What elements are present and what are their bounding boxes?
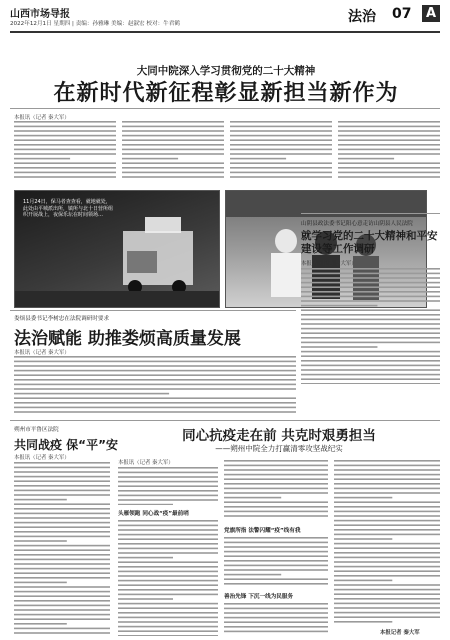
text-line: [118, 538, 218, 540]
text-line: [14, 476, 110, 478]
text-line: [14, 370, 296, 372]
text-line: [14, 167, 116, 169]
text-line: [118, 561, 218, 563]
text-line: [14, 582, 67, 584]
text-line: [334, 612, 440, 614]
text-line: [14, 158, 70, 160]
text-line: [14, 162, 116, 164]
text-line: [122, 149, 224, 151]
text-line: [301, 309, 440, 311]
checkpoint-scene: [15, 191, 219, 307]
text-line: [334, 603, 440, 605]
text-line: [14, 623, 67, 625]
text-line: [118, 485, 218, 487]
text-line: [118, 635, 218, 636]
text-line: [14, 135, 116, 137]
right-story-body: [301, 266, 440, 384]
text-line: [118, 529, 218, 531]
text-line: [118, 575, 218, 577]
text-line: [14, 379, 296, 381]
text-line: [14, 595, 110, 597]
text-line: [224, 555, 328, 557]
text-line: [118, 534, 218, 536]
text-line: [301, 286, 440, 288]
text-line: [118, 543, 218, 545]
text-line: [14, 149, 116, 151]
text-line: [118, 467, 218, 469]
text-line: [338, 126, 440, 128]
lower-main-title: 同心抗疫走在前 共克时艰勇担当: [182, 428, 376, 444]
text-line: [301, 277, 440, 279]
text-line: [14, 153, 116, 155]
right-story-kicker: 山阴县政法委书记阳心意走访山阴县人民法院: [301, 221, 413, 227]
text-line: [14, 356, 296, 358]
text-line: [334, 511, 440, 513]
text-line: [118, 504, 173, 505]
text-line: [224, 506, 328, 508]
text-line: [224, 515, 328, 517]
text-line: [14, 572, 110, 574]
text-line: [334, 478, 440, 480]
text-line: [334, 584, 440, 586]
right-story-byline: 本报讯（记者 秦大军）: [301, 261, 357, 267]
lower-main-subhead-1: 头雁领跑 同心战“疫”最前哨: [118, 511, 189, 517]
text-line: [14, 614, 110, 616]
lead-kicker: 大同中院深入学习贯彻党的二十大精神: [136, 65, 316, 77]
lower-main-body-d: [224, 535, 328, 587]
text-line: [334, 492, 440, 494]
text-line: [14, 407, 296, 409]
text-line: [334, 593, 440, 595]
text-line: [301, 355, 440, 357]
text-line: [301, 273, 440, 275]
text-line: [224, 460, 328, 462]
text-line: [122, 135, 224, 137]
text-line: [338, 121, 440, 123]
text-line: [230, 126, 332, 128]
lower-main-body-c: [224, 458, 328, 520]
checkpoint-photo: [14, 190, 220, 308]
text-line: [301, 374, 440, 376]
text-line: [122, 126, 224, 128]
text-line: [14, 388, 296, 390]
text-line: [14, 600, 110, 602]
masthead-rule: [10, 31, 440, 33]
text-line: [334, 570, 440, 572]
text-line: [334, 497, 392, 499]
text-line: [230, 176, 332, 178]
text-line: [14, 609, 110, 611]
lower-main-byline: 本报讯（记者 秦大军）: [118, 460, 174, 466]
text-line: [224, 565, 328, 567]
text-line: [14, 402, 296, 404]
text-line: [224, 497, 281, 499]
page-number: 07: [392, 6, 412, 22]
text-line: [14, 536, 110, 538]
text-line: [334, 534, 440, 536]
text-line: [118, 617, 218, 619]
text-line: [301, 328, 440, 330]
text-line: [334, 501, 440, 503]
text-line: [338, 135, 440, 137]
text-line: [230, 158, 286, 160]
text-line: [301, 369, 440, 371]
text-line: [230, 149, 332, 151]
text-line: [14, 632, 110, 634]
text-line: [118, 472, 218, 474]
text-line: [118, 525, 218, 527]
text-line: [301, 365, 440, 367]
text-line: [224, 511, 328, 513]
text-line: [122, 167, 224, 169]
text-line: [14, 374, 296, 376]
mid-story-byline: 本报讯（记者 秦大军）: [14, 350, 70, 356]
text-line: [334, 552, 440, 554]
text-line: [122, 153, 224, 155]
text-line: [118, 598, 173, 600]
text-line: [224, 617, 328, 619]
text-line: [118, 495, 218, 497]
text-line: [14, 549, 110, 551]
text-line: [14, 121, 116, 123]
text-line: [224, 492, 328, 494]
text-line: [301, 332, 440, 334]
text-line: [122, 158, 178, 160]
right-story-rule: [301, 213, 440, 214]
mid-story-body: [14, 354, 296, 414]
text-line: [334, 566, 440, 568]
text-line: [118, 626, 218, 628]
text-line: [338, 176, 440, 178]
text-line: [14, 144, 116, 146]
text-line: [301, 319, 440, 321]
text-line: [118, 571, 218, 573]
lower-left-title: 共同战疫 保“平”安: [14, 438, 118, 452]
text-line: [224, 474, 328, 476]
text-line: [14, 540, 67, 542]
lower-main-credit: 本报记者 秦大军: [380, 630, 420, 636]
text-line: [334, 580, 392, 582]
lower-main-body-f: [334, 458, 440, 624]
text-line: [301, 268, 440, 270]
text-line: [230, 162, 332, 164]
issue-line: 2022年12月1日 星期四 | 责编：孙雅琳 美编：赵淑宏 校对：牛君鹤: [10, 21, 180, 27]
text-line: [301, 282, 440, 284]
text-line: [334, 575, 440, 577]
text-line: [224, 603, 328, 605]
text-line: [224, 465, 328, 467]
text-line: [14, 513, 110, 515]
text-line: [334, 607, 440, 609]
text-line: [14, 591, 110, 593]
text-line: [334, 483, 440, 485]
text-line: [301, 305, 377, 307]
text-line: [224, 569, 328, 571]
text-line: [118, 603, 218, 605]
text-line: [338, 153, 440, 155]
text-line: [334, 616, 440, 618]
text-line: [118, 584, 218, 586]
text-line: [224, 626, 328, 628]
text-line: [301, 378, 440, 380]
text-line: [118, 552, 218, 554]
right-story-title: 就学习党的二十大精神和平安建设等工作调研: [301, 230, 438, 255]
text-line: [224, 608, 328, 610]
text-line: [301, 300, 440, 302]
text-line: [14, 563, 110, 565]
text-line: [118, 630, 218, 632]
text-line: [14, 618, 110, 620]
text-line: [224, 537, 328, 539]
text-line: [118, 499, 218, 501]
text-line: [14, 462, 110, 464]
text-line: [122, 130, 224, 132]
text-line: [334, 465, 440, 467]
text-line: [14, 494, 110, 496]
text-line: [14, 545, 110, 547]
text-line: [14, 361, 296, 363]
text-line: [224, 631, 328, 633]
text-line: [301, 314, 440, 316]
text-line: [224, 478, 328, 480]
text-line: [334, 474, 440, 476]
text-line: [14, 568, 110, 570]
text-line: [14, 393, 169, 395]
text-line: [118, 607, 218, 609]
text-line: [14, 490, 110, 492]
text-line: [14, 517, 110, 519]
text-line: [14, 126, 116, 128]
text-line: [122, 162, 224, 164]
text-line: [301, 351, 440, 353]
text-line: [14, 508, 110, 510]
text-line: [334, 488, 440, 490]
text-line: [14, 130, 116, 132]
text-line: [338, 149, 440, 151]
lower-left-byline: 本报讯（记者 秦大军）: [14, 455, 70, 461]
text-line: [14, 577, 110, 579]
text-line: [14, 467, 110, 469]
text-line: [14, 139, 116, 141]
lower-left-kicker: 朔州市平鲁区法院: [14, 427, 59, 433]
text-line: [230, 153, 332, 155]
text-line: [118, 557, 173, 559]
text-line: [334, 469, 440, 471]
text-line: [14, 522, 110, 524]
text-line: [14, 365, 296, 367]
text-line: [224, 469, 328, 471]
text-line: [230, 172, 332, 174]
text-line: [301, 296, 440, 298]
text-line: [338, 139, 440, 141]
text-line: [122, 176, 224, 178]
text-line: [334, 598, 440, 600]
text-line: [230, 167, 332, 169]
text-line: [14, 554, 110, 556]
text-line: [118, 566, 218, 568]
text-line: [14, 503, 110, 505]
text-line: [224, 501, 328, 503]
mid-story-kicker: 娄烦县委书记李树忠在法院调研时要求: [14, 316, 110, 322]
text-line: [230, 130, 332, 132]
lower-main-body-e: [224, 601, 328, 636]
text-line: [118, 490, 218, 492]
text-line: [338, 172, 440, 174]
text-line: [14, 485, 110, 487]
text-line: [118, 580, 218, 582]
section-name: 法治: [348, 9, 376, 25]
text-line: [122, 121, 224, 123]
text-line: [14, 471, 110, 473]
text-line: [334, 529, 440, 531]
text-line: [118, 589, 218, 591]
text-line: [301, 323, 440, 325]
text-line: [338, 167, 440, 169]
text-line: [122, 144, 224, 146]
text-line: [14, 531, 110, 533]
text-line: [14, 397, 296, 399]
text-line: [301, 346, 377, 348]
lower-left-body: [14, 460, 110, 636]
lead-byline: 本报讯（记者 秦大军）: [14, 115, 70, 121]
text-line: [230, 144, 332, 146]
text-line: [230, 135, 332, 137]
paper-name: 山西市场导报: [10, 9, 70, 20]
text-line: [334, 460, 440, 462]
mid-story-title: 法治赋能 助推娄烦高质量发展: [14, 329, 241, 349]
text-line: [334, 515, 440, 517]
text-line: [14, 559, 110, 561]
text-line: [118, 612, 218, 614]
text-line: [224, 621, 328, 623]
text-line: [334, 506, 440, 508]
text-line: [14, 172, 116, 174]
text-line: [224, 560, 328, 562]
lead-body-text: [14, 119, 440, 181]
text-line: [118, 520, 218, 522]
text-line: [338, 162, 440, 164]
text-line: [118, 594, 218, 596]
text-line: [224, 574, 281, 576]
mid-story-rule: [10, 310, 296, 311]
text-line: [230, 121, 332, 123]
text-line: [118, 476, 218, 478]
text-line: [14, 176, 116, 178]
text-line: [14, 628, 110, 630]
text-line: [224, 546, 328, 548]
text-line: [338, 158, 394, 160]
text-line: [334, 547, 440, 549]
text-line: [334, 561, 440, 563]
text-line: [224, 542, 328, 544]
text-line: [338, 144, 440, 146]
lower-rule: [10, 420, 440, 421]
text-line: [334, 557, 440, 559]
lower-main-subhead-2: 党旗所指 法警闪耀“疫”线有我: [224, 528, 301, 534]
text-line: [14, 526, 110, 528]
text-line: [14, 411, 296, 413]
text-line: [301, 291, 440, 293]
text-line: [122, 172, 224, 174]
photo-caption: 11月24日，保马者查查看，就地就处，此处由平城派出所，镇所与北十日营所组织开展战上，夜保乐坛在时间领场…: [23, 199, 114, 218]
text-line: [230, 139, 332, 141]
lower-main-body-a: [118, 465, 218, 505]
text-line: [14, 480, 110, 482]
lower-main-body-b: [118, 518, 218, 636]
lead-rule: [10, 108, 440, 109]
text-line: [224, 488, 328, 490]
text-line: [334, 589, 440, 591]
text-line: [14, 384, 296, 386]
text-line: [301, 342, 440, 344]
text-line: [14, 499, 67, 501]
text-line: [338, 130, 440, 132]
text-line: [118, 621, 218, 623]
text-line: [334, 524, 440, 526]
text-line: [118, 481, 218, 483]
text-line: [122, 139, 224, 141]
text-line: [301, 383, 440, 384]
text-line: [224, 483, 328, 485]
text-line: [334, 538, 392, 540]
text-line: [301, 337, 440, 339]
text-line: [118, 548, 218, 550]
text-line: [334, 621, 392, 623]
lead-headline: 在新时代新征程彰显新担当新作为: [53, 81, 399, 106]
text-line: [334, 520, 440, 522]
text-line: [14, 586, 110, 588]
page-letter: A: [422, 5, 440, 22]
text-line: [224, 583, 328, 585]
text-line: [224, 612, 328, 614]
lower-main-subtitle: ——朔州中院全力打赢清零攻坚战纪实: [215, 444, 343, 453]
text-line: [224, 551, 328, 553]
lower-main-subhead-3: 善治先锋 下沉一线为民服务: [224, 594, 294, 600]
text-line: [14, 605, 110, 607]
text-line: [301, 360, 440, 362]
text-line: [334, 543, 440, 545]
text-line: [224, 578, 328, 580]
